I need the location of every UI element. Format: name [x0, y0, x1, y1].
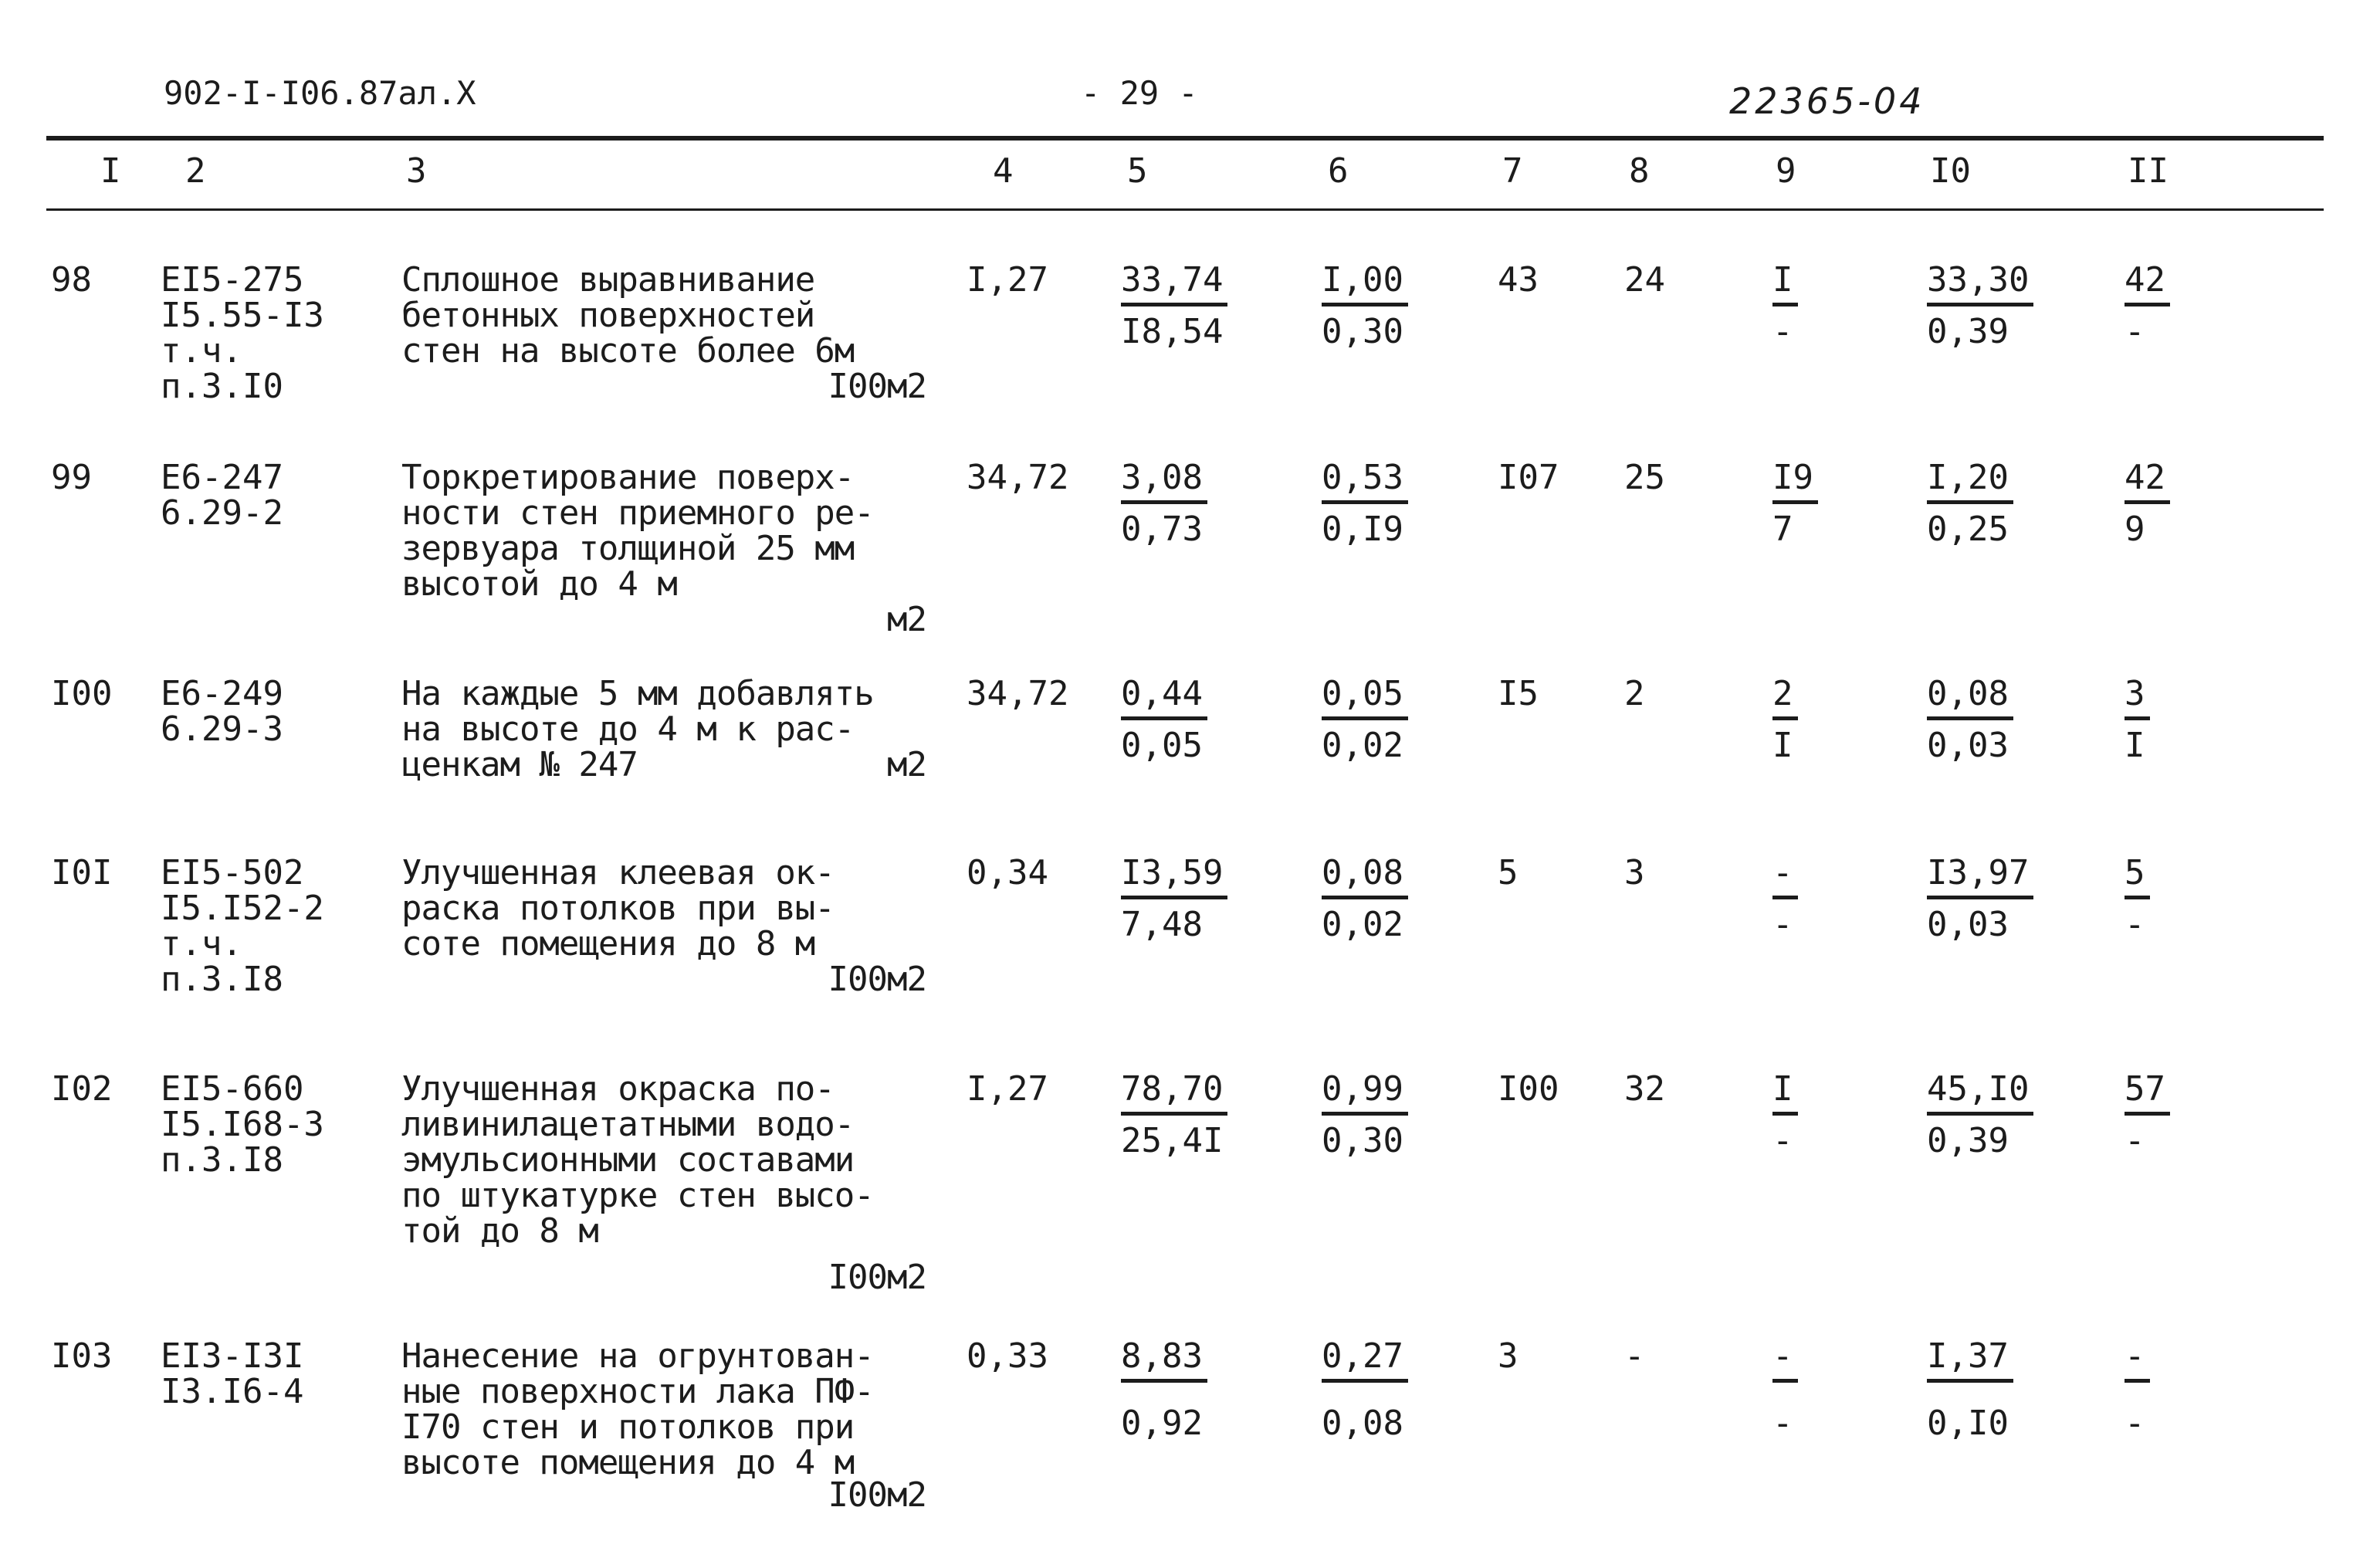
col11-denominator: 9 [2125, 510, 2145, 549]
col-header-8: 8 [1629, 151, 1650, 191]
header-rule-bottom [46, 208, 2324, 211]
col-header-9: 9 [1776, 151, 1796, 191]
rate-code-line: I5.I52-2 [161, 889, 324, 928]
work-description [401, 676, 942, 783]
description-line: соте помещения до 8 м [401, 924, 815, 963]
rate-code [161, 855, 369, 997]
rate-code-line: EI3-I3I [161, 1336, 304, 1376]
col8-value: 24 [1624, 260, 1665, 300]
rate-code [161, 676, 369, 747]
col9-fraction [1772, 676, 1798, 764]
quantity: 0,33 [967, 1336, 1048, 1376]
col9-denominator: - [1772, 1404, 1793, 1443]
col5-denominator: 0,73 [1121, 510, 1203, 549]
description-line: стен на высоте более 6м [401, 331, 855, 371]
col6-numerator: I,00 [1322, 262, 1408, 306]
description-line: той до 8 м [401, 1211, 598, 1251]
row-number: I02 [51, 1069, 113, 1109]
description-line: раска потолков при вы- [401, 889, 835, 928]
rate-code-line: EI5-275 [161, 260, 304, 300]
work-description [401, 855, 942, 997]
doc-code: 902-I-I06.87ал.X [164, 74, 476, 112]
col6-numerator: 0,08 [1322, 855, 1408, 899]
page-number: - 29 - [1081, 74, 1198, 112]
rate-code [161, 262, 369, 405]
col-header-10: I0 [1930, 151, 1971, 191]
col5-denominator: I8,54 [1121, 312, 1224, 351]
col6-numerator: 0,05 [1322, 676, 1408, 720]
col9-denominator: 7 [1772, 510, 1793, 549]
description-line: на высоте до 4 м к рас- [401, 709, 855, 749]
description-line: эмульсионными составами [401, 1140, 855, 1180]
description-line: Улучшенная клеевая ок- [401, 853, 835, 892]
col11-numerator: 3 [2125, 676, 2150, 720]
description-line: зервуара толщиной 25 мм [401, 529, 855, 568]
col7-value: 5 [1498, 853, 1518, 892]
rate-code-line: 6.29-2 [161, 493, 283, 533]
description-line: ливинилацетатными водо- [401, 1105, 855, 1144]
col9-denominator: - [1772, 312, 1793, 351]
col10-fraction [1927, 676, 2013, 764]
col5-numerator: 3,08 [1121, 460, 1207, 504]
rate-code-line: т.ч. [161, 331, 242, 371]
unit-of-measure: I00м2 [828, 960, 926, 999]
description-line: высоте помещения до 4 м [401, 1443, 855, 1482]
col6-fraction [1322, 855, 1408, 943]
col10-denominator: 0,25 [1927, 510, 2009, 549]
col10-numerator: I,20 [1927, 460, 2013, 504]
col9-numerator: I [1772, 1072, 1798, 1116]
rate-code-line: п.3.I8 [161, 1140, 283, 1180]
col11-numerator: 42 [2125, 262, 2170, 306]
rate-code-line: I3.I6-4 [161, 1372, 304, 1411]
unit-of-measure: I00м2 [828, 1475, 926, 1515]
col7-value: I00 [1498, 1069, 1559, 1109]
col9-fraction [1772, 1069, 1798, 1160]
unit-of-measure: I00м2 [828, 367, 926, 406]
col10-denominator: 0,03 [1927, 905, 2009, 944]
col11-fraction [2125, 1069, 2170, 1160]
rate-code-line: п.3.I8 [161, 960, 283, 999]
quantity: I,27 [967, 1069, 1048, 1109]
col8-value: - [1624, 1336, 1645, 1376]
col8-value: 2 [1624, 674, 1645, 713]
col7-value: 3 [1498, 1336, 1518, 1376]
col5-denominator: 0,05 [1121, 726, 1203, 765]
col10-fraction [1927, 262, 2033, 350]
rate-code-line: E6-247 [161, 458, 283, 497]
quantity: I,27 [967, 260, 1048, 300]
col9-fraction [1772, 855, 1798, 943]
col6-denominator: 0,08 [1322, 1404, 1403, 1443]
col6-denominator: 0,30 [1322, 312, 1403, 351]
col10-numerator: I3,97 [1927, 855, 2033, 899]
col11-denominator: - [2125, 1121, 2145, 1160]
col6-fraction [1322, 460, 1408, 547]
col5-numerator: I3,59 [1121, 855, 1227, 899]
col5-numerator: 78,70 [1121, 1072, 1227, 1116]
col6-fraction [1322, 1336, 1408, 1443]
col11-numerator: 57 [2125, 1072, 2170, 1116]
rate-code-line: I5.I68-3 [161, 1105, 324, 1144]
col11-fraction [2125, 855, 2150, 943]
col10-denominator: 0,03 [1927, 726, 2009, 765]
col5-denominator: 0,92 [1121, 1404, 1203, 1443]
col6-numerator: 0,99 [1322, 1072, 1408, 1116]
rate-code-line: т.ч. [161, 924, 242, 963]
col6-fraction [1322, 1069, 1408, 1160]
col6-denominator: 0,02 [1322, 905, 1403, 944]
col11-denominator: - [2125, 312, 2145, 351]
col9-numerator: - [1772, 1339, 1798, 1383]
quantity: 34,72 [967, 458, 1069, 497]
col5-numerator: 0,44 [1121, 676, 1207, 720]
col9-numerator: - [1772, 855, 1798, 899]
unit-of-measure: м2 [887, 600, 926, 639]
col10-fraction [1927, 1336, 2013, 1443]
description-line: ности стен приемного ре- [401, 493, 874, 533]
rate-code [161, 1069, 369, 1180]
col11-denominator: - [2125, 1404, 2145, 1443]
col11-fraction [2125, 460, 2170, 547]
col7-value: 43 [1498, 260, 1539, 300]
col-header-3: 3 [406, 151, 427, 191]
col5-denominator: 7,48 [1121, 905, 1203, 944]
work-description [401, 262, 942, 405]
col-header-4: 4 [993, 151, 1014, 191]
col8-value: 25 [1624, 458, 1665, 497]
description-line: Сплошное выравнивание [401, 260, 815, 300]
col6-fraction [1322, 262, 1408, 350]
col-header-1: I [100, 151, 121, 191]
col-header-7: 7 [1502, 151, 1523, 191]
col7-value: I5 [1498, 674, 1539, 713]
col9-fraction [1772, 1336, 1798, 1443]
col9-fraction [1772, 460, 1818, 547]
col10-fraction [1927, 855, 2033, 943]
col5-fraction [1121, 676, 1207, 764]
row-number: I0I [51, 853, 113, 892]
col5-fraction [1121, 1336, 1207, 1443]
col9-fraction [1772, 262, 1798, 350]
work-description [401, 1336, 942, 1515]
col6-denominator: 0,30 [1322, 1121, 1403, 1160]
description-line: На каждые 5 мм добавлять [401, 674, 874, 713]
col8-value: 3 [1624, 853, 1645, 892]
col8-value: 32 [1624, 1069, 1665, 1109]
col6-numerator: 0,27 [1322, 1339, 1408, 1383]
quantity: 34,72 [967, 674, 1069, 713]
col10-fraction [1927, 460, 2013, 547]
col10-numerator: 45,I0 [1927, 1072, 2033, 1116]
inventory-number: 22365-04 [1729, 80, 1925, 122]
col10-numerator: 0,08 [1927, 676, 2013, 720]
description-line: бетонных поверхностей [401, 296, 815, 335]
col5-fraction [1121, 855, 1227, 943]
col11-numerator: 5 [2125, 855, 2150, 899]
rate-code-line: EI5-502 [161, 853, 304, 892]
work-description [401, 460, 942, 638]
rate-code-line: п.3.I0 [161, 367, 283, 406]
col6-denominator: 0,I9 [1322, 510, 1403, 549]
description-line: Улучшенная окраска по- [401, 1069, 835, 1109]
row-number: I03 [51, 1336, 113, 1376]
description-line: ценкам № 247 [401, 745, 638, 784]
row-number: I00 [51, 674, 113, 713]
col6-numerator: 0,53 [1322, 460, 1408, 504]
col-header-6: 6 [1328, 151, 1349, 191]
col11-fraction [2125, 1336, 2150, 1443]
col9-numerator: I [1772, 262, 1798, 306]
col-header-5: 5 [1127, 151, 1148, 191]
col10-numerator: I,37 [1927, 1339, 2013, 1383]
col10-denominator: 0,39 [1927, 312, 2009, 351]
description-line: Нанесение на огрунтован- [401, 1336, 874, 1376]
work-description [401, 1069, 942, 1297]
quantity: 0,34 [967, 853, 1048, 892]
col6-denominator: 0,02 [1322, 726, 1403, 765]
col10-fraction [1927, 1069, 2033, 1160]
col-header-2: 2 [185, 151, 206, 191]
col11-numerator: - [2125, 1339, 2150, 1383]
col11-denominator: - [2125, 905, 2145, 944]
col11-denominator: I [2125, 726, 2145, 765]
col5-numerator: 8,83 [1121, 1339, 1207, 1383]
description-line: высотой до 4 м [401, 564, 677, 604]
col11-numerator: 42 [2125, 460, 2170, 504]
col7-value: I07 [1498, 458, 1559, 497]
col11-fraction [2125, 676, 2150, 764]
col10-denominator: 0,39 [1927, 1121, 2009, 1160]
row-number: 98 [51, 260, 92, 300]
rate-code-line: I5.55-I3 [161, 296, 324, 335]
col10-denominator: 0,I0 [1927, 1404, 2009, 1443]
col5-fraction [1121, 262, 1227, 350]
col5-denominator: 25,4I [1121, 1121, 1224, 1160]
description-line: I70 стен и потолков при [401, 1407, 855, 1447]
rate-code [161, 1336, 369, 1411]
col10-numerator: 33,30 [1927, 262, 2033, 306]
col9-denominator: - [1772, 905, 1793, 944]
row-number: 99 [51, 458, 92, 497]
col9-numerator: I9 [1772, 460, 1818, 504]
col9-numerator: 2 [1772, 676, 1798, 720]
col5-fraction [1121, 460, 1207, 547]
rate-code-line: 6.29-3 [161, 709, 283, 749]
col-header-11: II [2128, 151, 2169, 191]
col11-fraction [2125, 262, 2170, 350]
col9-denominator: I [1772, 726, 1793, 765]
col6-fraction [1322, 676, 1408, 764]
rate-code [161, 460, 369, 531]
col9-denominator: - [1772, 1121, 1793, 1160]
col5-fraction [1121, 1069, 1227, 1160]
rate-code-line: E6-249 [161, 674, 283, 713]
rate-code-line: EI5-660 [161, 1069, 304, 1109]
unit-of-measure: м2 [887, 745, 926, 784]
header-rule-top [46, 136, 2324, 141]
description-line: по штукатурке стен высо- [401, 1176, 874, 1215]
description-line: ные поверхности лака ПФ- [401, 1372, 874, 1411]
col5-numerator: 33,74 [1121, 262, 1227, 306]
unit-of-measure: I00м2 [828, 1258, 926, 1297]
description-line: Торкретирование поверх- [401, 458, 855, 497]
